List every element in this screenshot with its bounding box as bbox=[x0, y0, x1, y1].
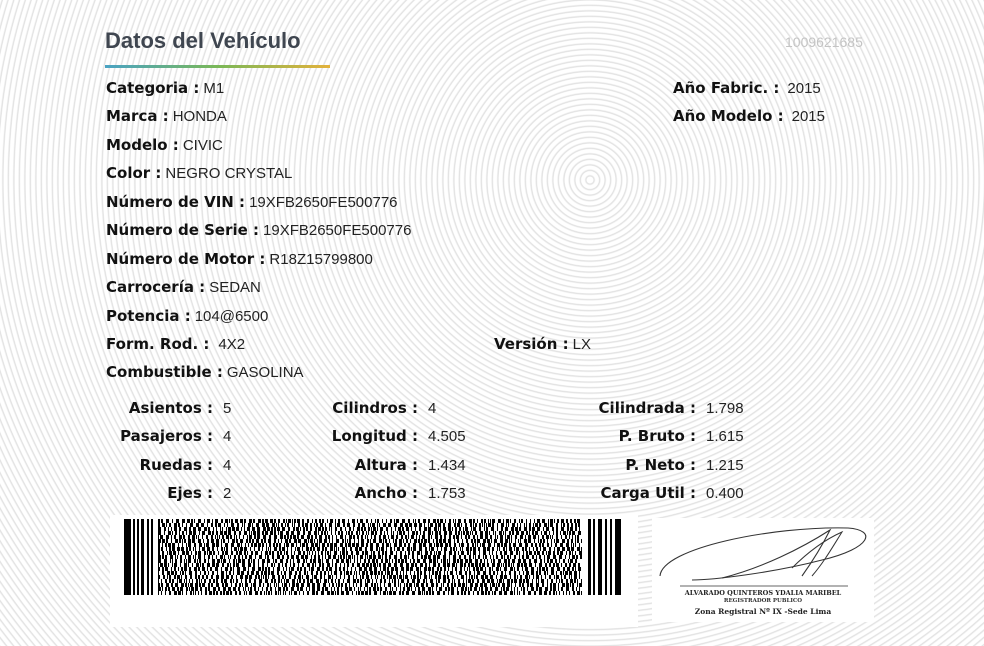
signatory-role: REGISTRADOR PUBLICO bbox=[723, 598, 803, 604]
color-value: NEGRO CRYSTAL bbox=[165, 165, 293, 182]
spec-pasajeros bbox=[100, 427, 231, 446]
field-serie bbox=[106, 221, 411, 240]
vin-value: 19XFB2650FE500776 bbox=[249, 194, 398, 211]
anio-fabric-label: Año Fabric. : bbox=[673, 79, 780, 97]
spec-asientos bbox=[100, 399, 231, 418]
carga-util-label: Carga Util : bbox=[600, 484, 696, 502]
field-potencia bbox=[106, 307, 268, 326]
field-marca bbox=[106, 107, 227, 126]
p-neto-value: 1.215 bbox=[706, 457, 744, 474]
altura-label: Altura : bbox=[354, 456, 418, 474]
signatory-zone: Zona Registral Nº IX -Sede Lima bbox=[694, 607, 832, 616]
spec-ejes bbox=[100, 484, 231, 503]
spec-cilindros bbox=[305, 399, 436, 418]
cilindros-label: Cilindros : bbox=[332, 399, 418, 417]
form-rod-label: Form. Rod. : bbox=[106, 335, 210, 353]
document-number: 1009621685 bbox=[785, 34, 863, 50]
color-label: Color : bbox=[106, 164, 162, 182]
altura-value: 1.434 bbox=[428, 457, 466, 474]
ancho-value: 1.753 bbox=[428, 485, 466, 502]
p-bruto-value: 1.615 bbox=[706, 428, 744, 445]
marca-label: Marca : bbox=[106, 107, 169, 125]
spec-ancho bbox=[305, 484, 466, 503]
p-bruto-label: P. Bruto : bbox=[618, 427, 696, 445]
field-carroceria bbox=[106, 278, 261, 297]
title-underline bbox=[105, 65, 330, 68]
asientos-label: Asientos : bbox=[128, 399, 213, 417]
barcode-graphic bbox=[110, 515, 638, 627]
ruedas-label: Ruedas : bbox=[139, 456, 213, 474]
serie-value: 19XFB2650FE500776 bbox=[263, 222, 412, 239]
modelo-value: CIVIC bbox=[182, 137, 223, 154]
carroceria-label: Carrocería : bbox=[106, 278, 206, 296]
carga-util-value: 0.400 bbox=[706, 485, 744, 502]
field-color bbox=[106, 164, 292, 183]
vin-label: Número de VIN : bbox=[106, 193, 246, 211]
ruedas-value: 4 bbox=[223, 457, 232, 474]
pasajeros-label: Pasajeros : bbox=[120, 427, 213, 445]
spec-p-neto bbox=[570, 456, 744, 475]
anio-fabric-value: 2015 bbox=[787, 80, 821, 97]
version-value: LX bbox=[572, 336, 591, 353]
ejes-value: 2 bbox=[223, 485, 232, 502]
ejes-label: Ejes : bbox=[167, 484, 213, 502]
categoria-label: Categoria : bbox=[106, 79, 200, 97]
combustible-value: GASOLINA bbox=[226, 364, 304, 381]
pdf417-barcode bbox=[110, 515, 638, 627]
ancho-label: Ancho : bbox=[354, 484, 418, 502]
field-anio-fabric bbox=[673, 79, 821, 98]
categoria-value: M1 bbox=[203, 80, 225, 97]
spec-longitud bbox=[305, 427, 466, 446]
signatory-name: ALVARADO QUINTEROS YDALIA MARIBEL bbox=[684, 589, 842, 597]
field-motor bbox=[106, 250, 373, 269]
version-label: Versión : bbox=[494, 335, 569, 353]
field-version bbox=[494, 335, 591, 354]
potencia-value: 104@6500 bbox=[194, 308, 269, 325]
field-modelo bbox=[106, 136, 223, 155]
spec-cilindrada bbox=[570, 399, 744, 418]
spec-p-bruto bbox=[570, 427, 744, 446]
form-rod-value: 4X2 bbox=[218, 336, 246, 353]
signature-block bbox=[652, 518, 874, 622]
longitud-label: Longitud : bbox=[331, 427, 418, 445]
motor-value: R18Z15799800 bbox=[269, 251, 373, 268]
spec-carga-util bbox=[570, 484, 744, 503]
cilindrada-value: 1.798 bbox=[706, 400, 744, 417]
cilindrada-label: Cilindrada : bbox=[598, 399, 696, 417]
field-categoria bbox=[106, 79, 224, 98]
spec-altura bbox=[305, 456, 466, 475]
field-form-rod bbox=[106, 335, 245, 354]
longitud-value: 4.505 bbox=[428, 428, 466, 445]
carroceria-value: SEDAN bbox=[209, 279, 261, 296]
cilindros-value: 4 bbox=[428, 400, 437, 417]
pasajeros-value: 4 bbox=[223, 428, 232, 445]
asientos-value: 5 bbox=[223, 400, 232, 417]
anio-modelo-value: 2015 bbox=[791, 108, 825, 125]
anio-modelo-label: Año Modelo : bbox=[673, 107, 784, 125]
potencia-label: Potencia : bbox=[106, 307, 191, 325]
serie-label: Número de Serie : bbox=[106, 221, 260, 239]
marca-value: HONDA bbox=[172, 108, 227, 125]
field-vin bbox=[106, 193, 398, 212]
field-anio-modelo bbox=[673, 107, 825, 126]
motor-label: Número de Motor : bbox=[106, 250, 266, 268]
spec-ruedas bbox=[100, 456, 231, 475]
p-neto-label: P. Neto : bbox=[625, 456, 696, 474]
field-combustible bbox=[106, 363, 304, 382]
combustible-label: Combustible : bbox=[106, 363, 223, 381]
page-title: Datos del Vehículo bbox=[105, 28, 301, 53]
modelo-label: Modelo : bbox=[106, 136, 179, 154]
